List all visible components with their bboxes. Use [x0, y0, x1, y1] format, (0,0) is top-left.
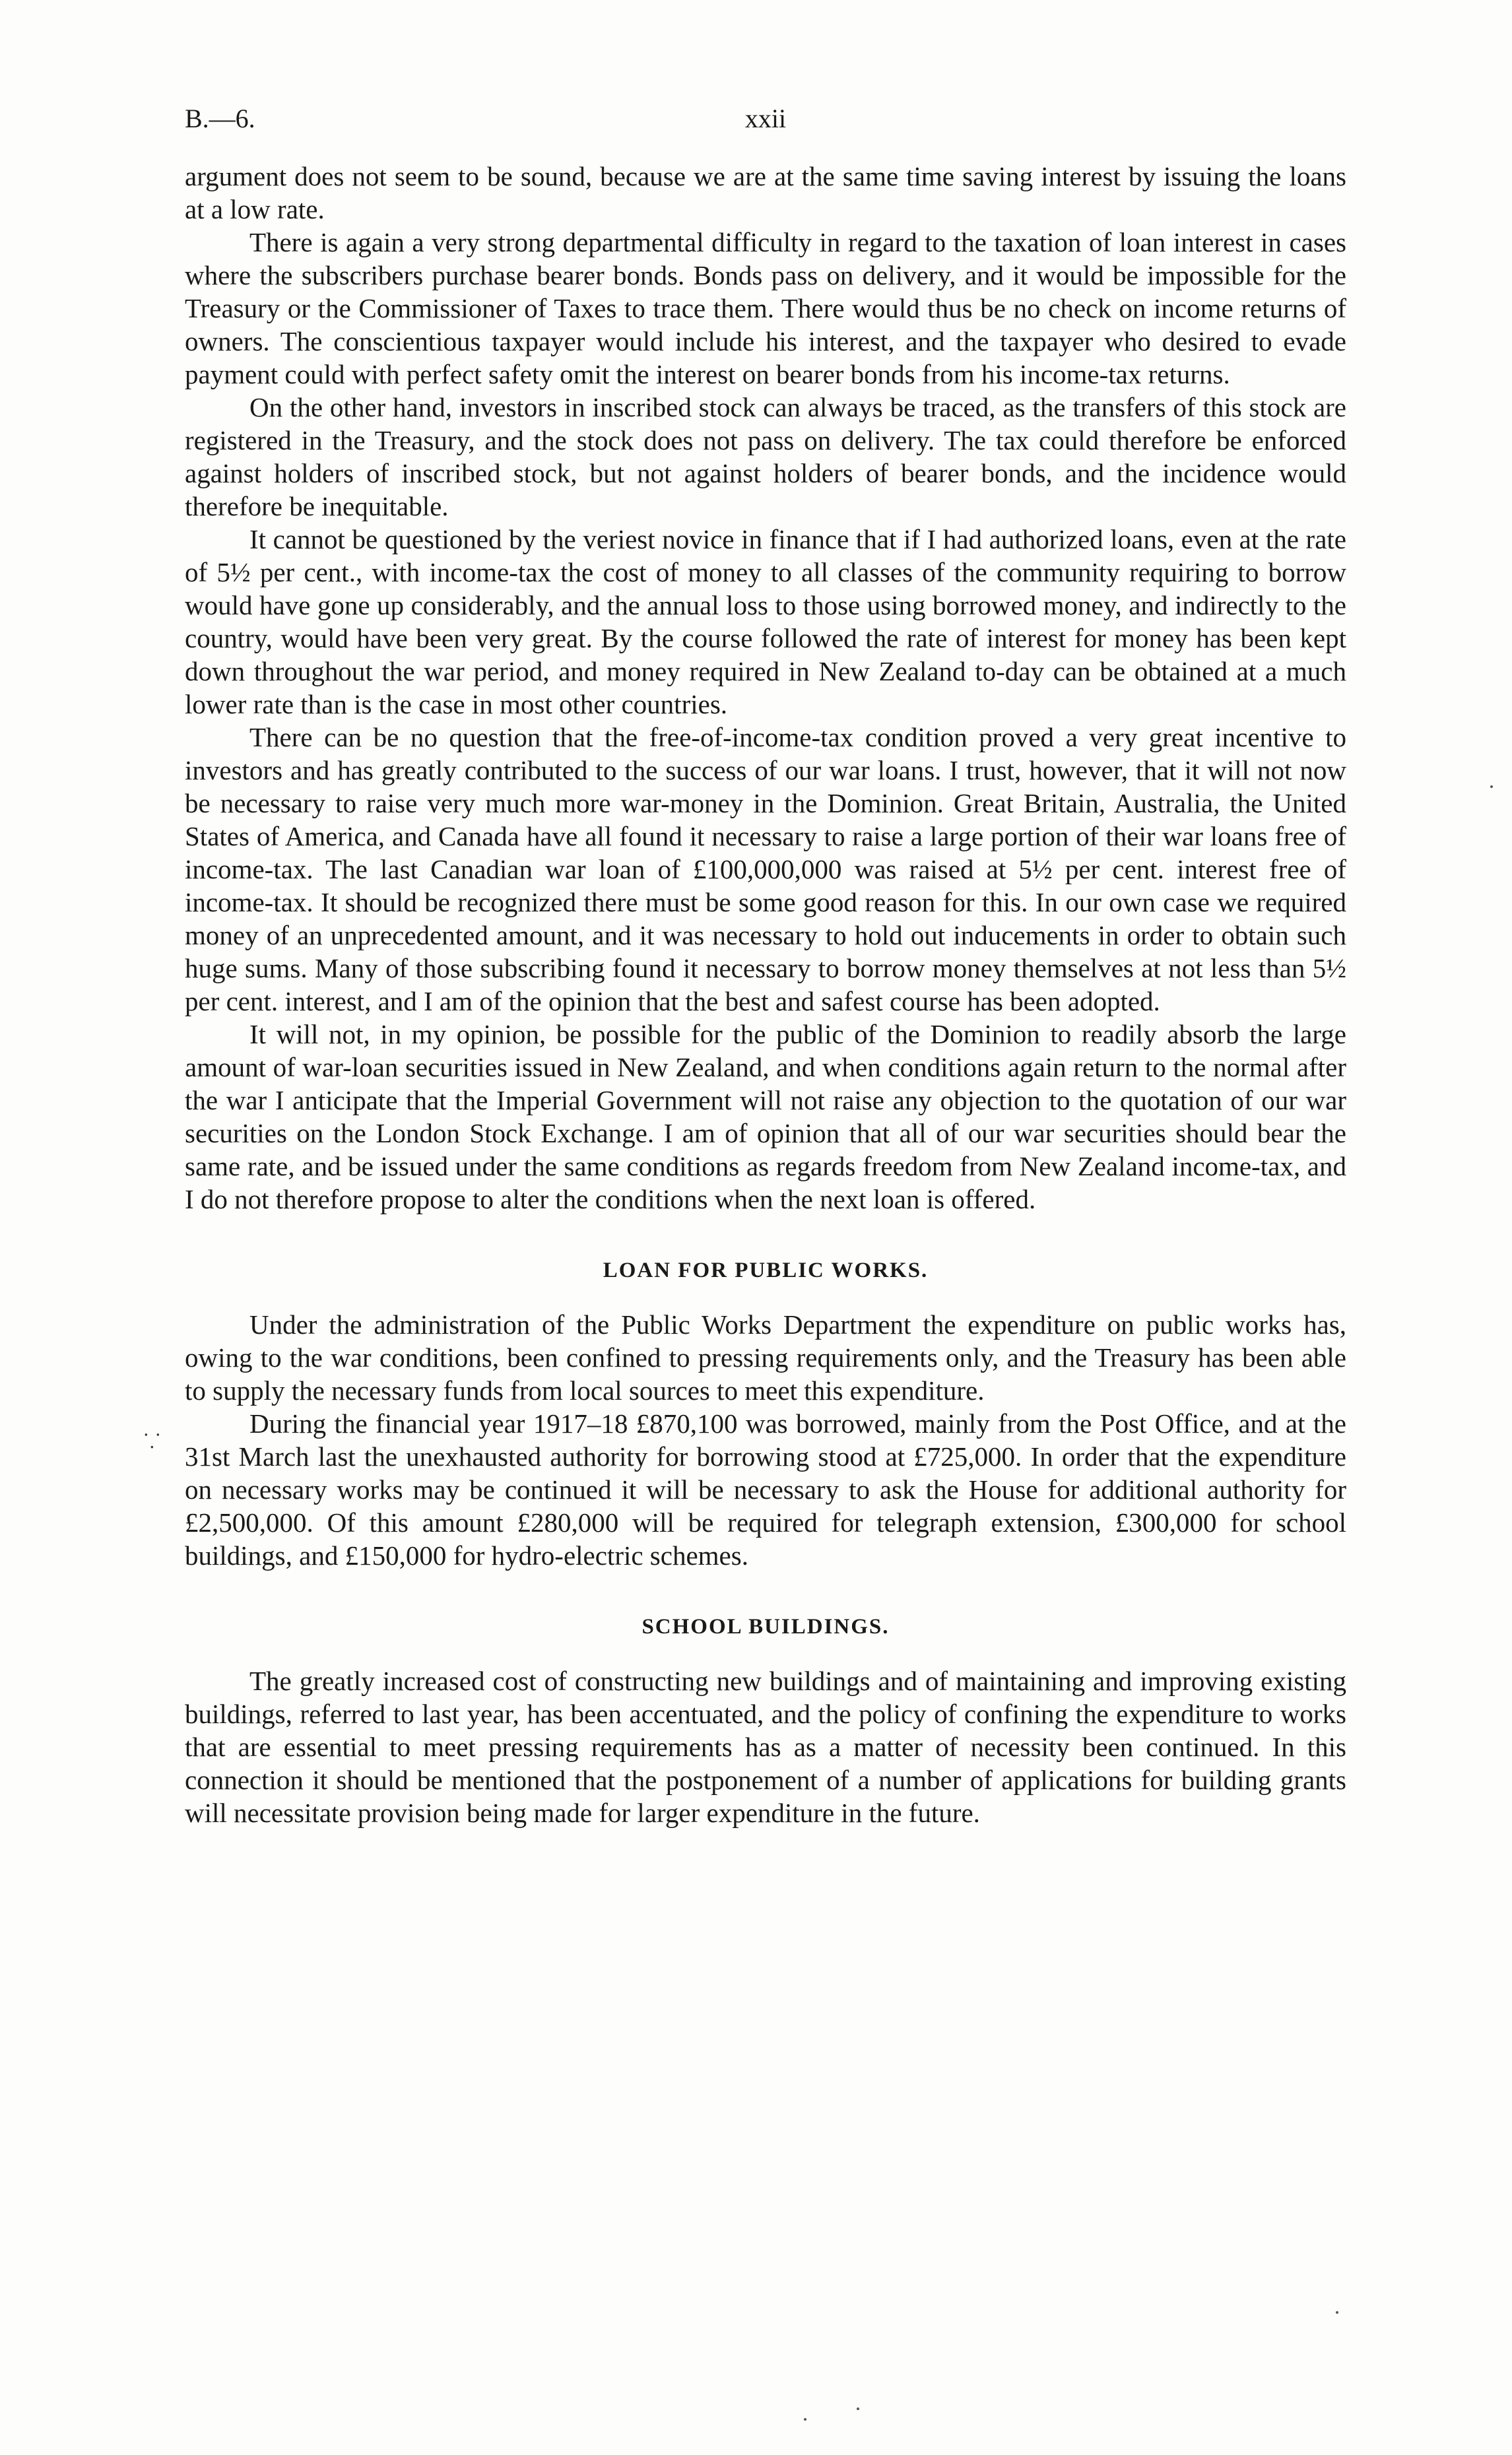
paragraph-inscribed-stock: On the other hand, investors in inscribed stock can always be traced, as the transfers of this stock are registered in the Treasury, and the stock does not pass on delivery. The tax could therefore be enforced against holders of inscribed stock, but not against holders of bearer bonds, and the incidence would therefore be inequitable. — [185, 392, 1346, 521]
section-heading-public-works: LOAN FOR PUBLIC WORKS. — [603, 1259, 929, 1282]
print-speck — [857, 2407, 859, 2410]
print-speck — [1490, 785, 1493, 788]
print-speck — [804, 2418, 806, 2421]
paragraph-public-works-administration: Under the administration of the Public Works Department the expenditure on public works has, owing to the war conditions, been confined to pressing requirements only, and the Treasury has been able to supply the necessary funds from local sources to meet this expenditure. — [185, 1309, 1346, 1406]
print-speck — [1336, 2311, 1338, 2314]
paragraph-cost-of-money: It cannot be questioned by the veriest novice in finance that if I had authorized loans, even at the rate of 5½ per cent., with income-tax the cost of money to all classes of the community requiring to borrow would have gone up considerably, and the annual loss to those using borrowed money, and indirectly to the country, would have been very great. By the course followed the rate of interest for money has been kept down throughout the war period, and money required in New Zealand to-day can be obtained at a much lower rate than is the case in most other countries. — [185, 524, 1346, 719]
body-text — [185, 160, 1346, 1829]
paragraph-school-buildings: The greatly increased cost of constructing new buildings and of maintaining and improving existing buildings, referred to last year, has been accentuated, and the policy of confining the expenditure to works that are essential to meet pressing requirements has as a matter of necessity been continued. In this connection it should be mentioned that the postponement of a number of applications for building grants will necessitate provision being made for larger expenditure in the future. — [185, 1666, 1346, 1828]
paragraph-income-tax-incentive: There can be no question that the free-of-income-tax condition proved a very great incentive to investors and has greatly contributed to the success of our war loans. I trust, however, that it will not now be necessary to raise very much more war-money in the Dominion. Great Britain, Australia, the United States of America, and Canada have all found it necessary to raise a large portion of their war loans free of income-tax. The last Canadian war loan of £100,000,000 was raised at 5½ per cent. interest free of income-tax. It should be recognized there must be some good reason for this. In our own case we required money of an unprecedented amount, and it was necessary to hold out inducements in order to obtain such huge sums. Many of those subscribing found it necessary to borrow money themselves at not less than 5½ per cent. interest, and I am of the opinion that the best and safest course has been adopted. — [185, 722, 1346, 1016]
margin-mark-icon: ⸪ — [144, 1431, 160, 1453]
page-number: xxii — [744, 104, 787, 133]
paragraph-bearer-bonds: There is again a very strong departmental difficulty in regard to the taxation of loan interest in cases where the subscribers purchase bearer bonds. Bonds pass on delivery, and it would be impossible for the Treasury or the Commissioner of Taxes to trace them. There would thus be no check on income returns of owners. The conscientious taxpayer would include his interest, and the taxpayer who desired to evade payment could with perfect safety omit the interest on bearer bonds from his income-tax returns. — [185, 227, 1346, 389]
document-reference: B.—6. — [185, 104, 255, 133]
paragraph-continued: argument does not seem to be sound, because we are at the same time saving interest by issuing the loans at a low rate. — [185, 161, 1346, 224]
paragraph-war-securities: It will not, in my opinion, be possible for the public of the Dominion to readily absorb the large amount of war-loan securities issued in New Zealand, and when conditions again return to the normal after the war I anticipate that the Imperial Government will not raise any objection to the quotation of our war securities on the London Stock Exchange. I am of opinion that all of our war securities should bear the same rate, and be issued under the same conditions as regards freedom from New Zealand income-tax, and I do not therefore propose to alter the conditions when the next loan is offered. — [185, 1019, 1346, 1214]
running-head — [185, 99, 1346, 139]
section-heading-school-buildings: SCHOOL BUILDINGS. — [641, 1615, 890, 1639]
paragraph-public-works-borrowing: During the financial year 1917–18 £870,100 was borrowed, mainly from the Post Office, and at the 31st March last the unexhausted authority for borrowing stood at £725,000. In order that the expenditure on necessary works may be continued it will be necessary to ask the House for additional authority for £2,500,000. Of this amount £280,000 will be required for telegraph extension, £300,000 for school buildings, and £150,000 for hydro-electric schemes. — [185, 1408, 1346, 1571]
